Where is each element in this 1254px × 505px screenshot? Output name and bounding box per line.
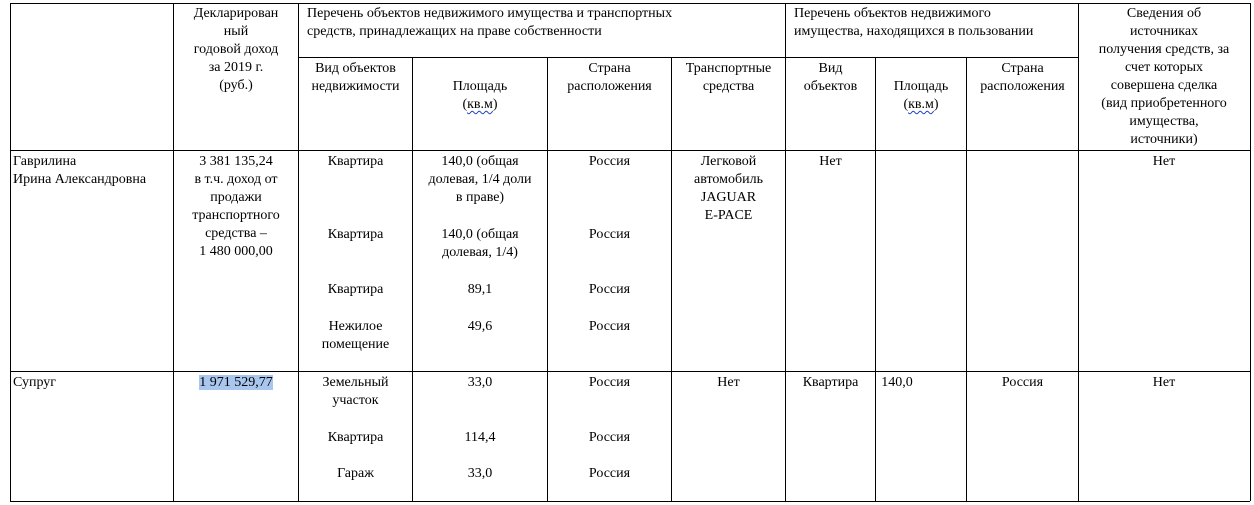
object-area: 49,6 [467,319,493,334]
object-type: Квартира [327,282,384,297]
object-type: Гараж [337,466,374,481]
subheader-area: Площадь (кв.м) [452,79,508,112]
object-type: Квартира [327,227,384,242]
object-type: Земельный участок [322,375,389,408]
header-split-line [298,57,1078,58]
subheader-used-area: Площадь (кв.м) [893,79,949,112]
object-area: 33,0 [467,375,493,390]
header-bottom-line [10,150,1250,151]
subheader-vehicles: Транспортные средства [685,61,772,94]
subheader-used-object-type: Вид объектов [803,61,858,94]
object-area: 140,0 (общая долевая, 1/4) [441,227,519,260]
object-country: Россия [588,227,631,242]
header-used-property: Перечень объектов недвижимого имущества, находящихся в пользовании [794,6,1034,39]
object-country: Россия [588,319,631,334]
object-area: 140,0 (общая долевая, 1/4 доли в праве) [428,154,532,205]
col-line [966,57,967,501]
area-unit: кв.м [467,97,493,112]
object-area: 33,0 [467,466,493,481]
object-country: Россия [588,375,631,390]
header-income: Декларирован ный годовой доход за 2019 г. (руб.) [193,6,279,93]
used-object-area: 140,0 [881,375,913,390]
vehicles: Нет [717,375,740,390]
used-object-type: Нет [819,154,842,169]
header-owned-property: Перечень объектов недвижимого имущества и транспортных средств, принадлежащих на праве собственности [307,6,673,39]
declared-income-cell [174,374,298,392]
subheader-object-type: Вид объектов недвижимости [311,61,400,94]
used-object-country: Россия [1001,375,1044,390]
area-label: Площадь [452,79,508,94]
col-line [875,57,876,501]
person-name: Гаврилина Ирина Александровна [13,154,147,187]
used-object-type: Квартира [802,375,859,390]
col-line [671,57,672,501]
area-label: Площадь [893,79,949,94]
col-line [1250,3,1251,501]
funding-source: Нет [1152,154,1176,169]
object-country: Россия [588,466,631,481]
object-country: Россия [588,430,631,445]
object-type: Нежилое помещение [321,319,390,352]
table-border-bottom [10,501,1250,502]
col-line [10,3,11,501]
table-border-top [10,3,1250,4]
object-type: Квартира [327,430,384,445]
object-area: 89,1 [467,282,493,297]
object-country: Россия [588,282,631,297]
row-divider [10,371,1250,372]
subheader-used-country: Страна расположения [980,61,1065,94]
object-area: 114,4 [464,430,496,445]
header-funding-sources: Сведения об источниках получения средств, за счет которых совершена сделка (вид приобретенного имущества, источники) [1098,6,1230,147]
object-country: Россия [588,154,631,169]
object-type: Квартира [327,154,384,169]
funding-source: Нет [1152,375,1176,390]
vehicles: Легковой автомобиль JAGUAR E-PACE [694,154,763,223]
declared-income: 1 971 529,77 [199,375,273,390]
subheader-country: Страна расположения [567,61,652,94]
declared-income: 3 381 135,24 в т.ч. доход от продажи транспортного средства – 1 480 000,00 [192,154,280,259]
area-unit: кв.м [908,97,934,112]
person-name: Супруг [13,375,57,390]
